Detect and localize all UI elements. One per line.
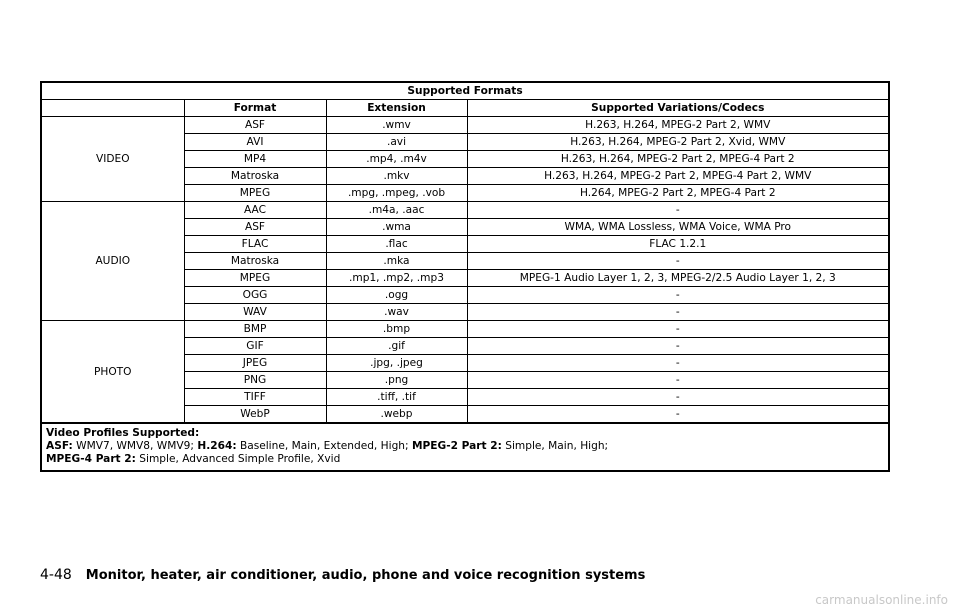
codecs-cell: H.263, H.264, MPEG-2 Part 2, MPEG-4 Part 2, WMV xyxy=(467,168,889,185)
extension-cell: .mkv xyxy=(326,168,467,185)
header-extension: Extension xyxy=(326,100,467,117)
extension-cell: .png xyxy=(326,372,467,389)
header-blank xyxy=(41,100,184,117)
codecs-cell: H.263, H.264, MPEG-2 Part 2, MPEG-4 Part 2 xyxy=(467,151,889,168)
format-cell: WAV xyxy=(184,304,326,321)
extension-cell: .gif xyxy=(326,338,467,355)
table-row xyxy=(41,321,889,338)
codecs-cell: - xyxy=(467,355,889,372)
extension-cell: .wav xyxy=(326,304,467,321)
codecs-cell: - xyxy=(467,304,889,321)
codecs-cell: - xyxy=(467,406,889,424)
codecs-cell: - xyxy=(467,202,889,219)
table-body xyxy=(41,117,889,424)
format-cell: PNG xyxy=(184,372,326,389)
codecs-cell: - xyxy=(467,372,889,389)
format-cell: AVI xyxy=(184,134,326,151)
extension-cell: .avi xyxy=(326,134,467,151)
format-cell: MP4 xyxy=(184,151,326,168)
extension-cell: .tiff, .tif xyxy=(326,389,467,406)
format-cell: OGG xyxy=(184,287,326,304)
header-format: Format xyxy=(184,100,326,117)
asf-label: ASF: xyxy=(46,440,73,452)
video-profiles-note xyxy=(41,423,889,471)
codecs-cell: H.264, MPEG-2 Part 2, MPEG-4 Part 2 xyxy=(467,185,889,202)
table-header-row xyxy=(41,100,889,117)
extension-cell: .mp1, .mp2, .mp3 xyxy=(326,270,467,287)
format-cell: TIFF xyxy=(184,389,326,406)
mpeg4-value: Simple, Advanced Simple Profile, Xvid xyxy=(135,453,341,465)
category-cell: AUDIO xyxy=(41,202,184,321)
codecs-cell: - xyxy=(467,253,889,270)
page-footer xyxy=(40,567,645,583)
format-cell: Matroska xyxy=(184,253,326,270)
format-cell: FLAC xyxy=(184,236,326,253)
extension-cell: .ogg xyxy=(326,287,467,304)
format-cell: Matroska xyxy=(184,168,326,185)
chapter-title: Monitor, heater, air conditioner, audio, phone and voice recognition systems xyxy=(85,568,646,583)
format-cell: AAC xyxy=(184,202,326,219)
format-cell: JPEG xyxy=(184,355,326,372)
format-cell: GIF xyxy=(184,338,326,355)
codecs-cell: H.263, H.264, MPEG-2 Part 2, Xvid, WMV xyxy=(467,134,889,151)
mpeg2-value: Simple, Main, High; xyxy=(501,440,609,452)
format-cell: ASF xyxy=(184,219,326,236)
page-number: 4-48 xyxy=(40,567,72,583)
watermark-text: carmanualsonline.info xyxy=(815,593,948,607)
supported-formats-table xyxy=(40,81,890,472)
extension-cell: .jpg, .jpeg xyxy=(326,355,467,372)
format-cell: MPEG xyxy=(184,185,326,202)
table-title-row xyxy=(41,82,889,100)
codecs-cell: FLAC 1.2.1 xyxy=(467,236,889,253)
h264-label: H.264: xyxy=(197,440,237,452)
codecs-cell: MPEG-1 Audio Layer 1, 2, 3, MPEG-2/2.5 Audio Layer 1, 2, 3 xyxy=(467,270,889,287)
codecs-cell: WMA, WMA Lossless, WMA Voice, WMA Pro xyxy=(467,219,889,236)
asf-value: WMV7, WMV8, WMV9; xyxy=(72,440,198,452)
codecs-cell: - xyxy=(467,287,889,304)
mpeg4-label: MPEG-4 Part 2: xyxy=(46,453,136,465)
table-row xyxy=(41,202,889,219)
format-cell: BMP xyxy=(184,321,326,338)
supported-formats-sheet xyxy=(40,81,888,472)
codecs-cell: H.263, H.264, MPEG-2 Part 2, WMV xyxy=(467,117,889,134)
codecs-cell: - xyxy=(467,389,889,406)
codecs-cell: - xyxy=(467,321,889,338)
codecs-cell: - xyxy=(467,338,889,355)
extension-cell: .flac xyxy=(326,236,467,253)
mpeg2-label: MPEG-2 Part 2: xyxy=(411,440,502,452)
format-cell: WebP xyxy=(184,406,326,424)
table-title: Supported Formats xyxy=(41,82,889,100)
category-cell: VIDEO xyxy=(41,117,184,202)
extension-cell: .wma xyxy=(326,219,467,236)
extension-cell: .mp4, .m4v xyxy=(326,151,467,168)
profiles-row xyxy=(41,423,889,471)
format-cell: MPEG xyxy=(184,270,326,287)
extension-cell: .mka xyxy=(326,253,467,270)
extension-cell: .bmp xyxy=(326,321,467,338)
format-cell: ASF xyxy=(184,117,326,134)
extension-cell: .mpg, .mpeg, .vob xyxy=(326,185,467,202)
category-cell: PHOTO xyxy=(41,321,184,424)
extension-cell: .m4a, .aac xyxy=(326,202,467,219)
header-codecs: Supported Variations/Codecs xyxy=(467,100,889,117)
h264-value: Baseline, Main, Extended, High; xyxy=(236,440,412,452)
profiles-heading: Video Profiles Supported: xyxy=(46,427,200,439)
extension-cell: .webp xyxy=(326,406,467,424)
table-row xyxy=(41,117,889,134)
extension-cell: .wmv xyxy=(326,117,467,134)
